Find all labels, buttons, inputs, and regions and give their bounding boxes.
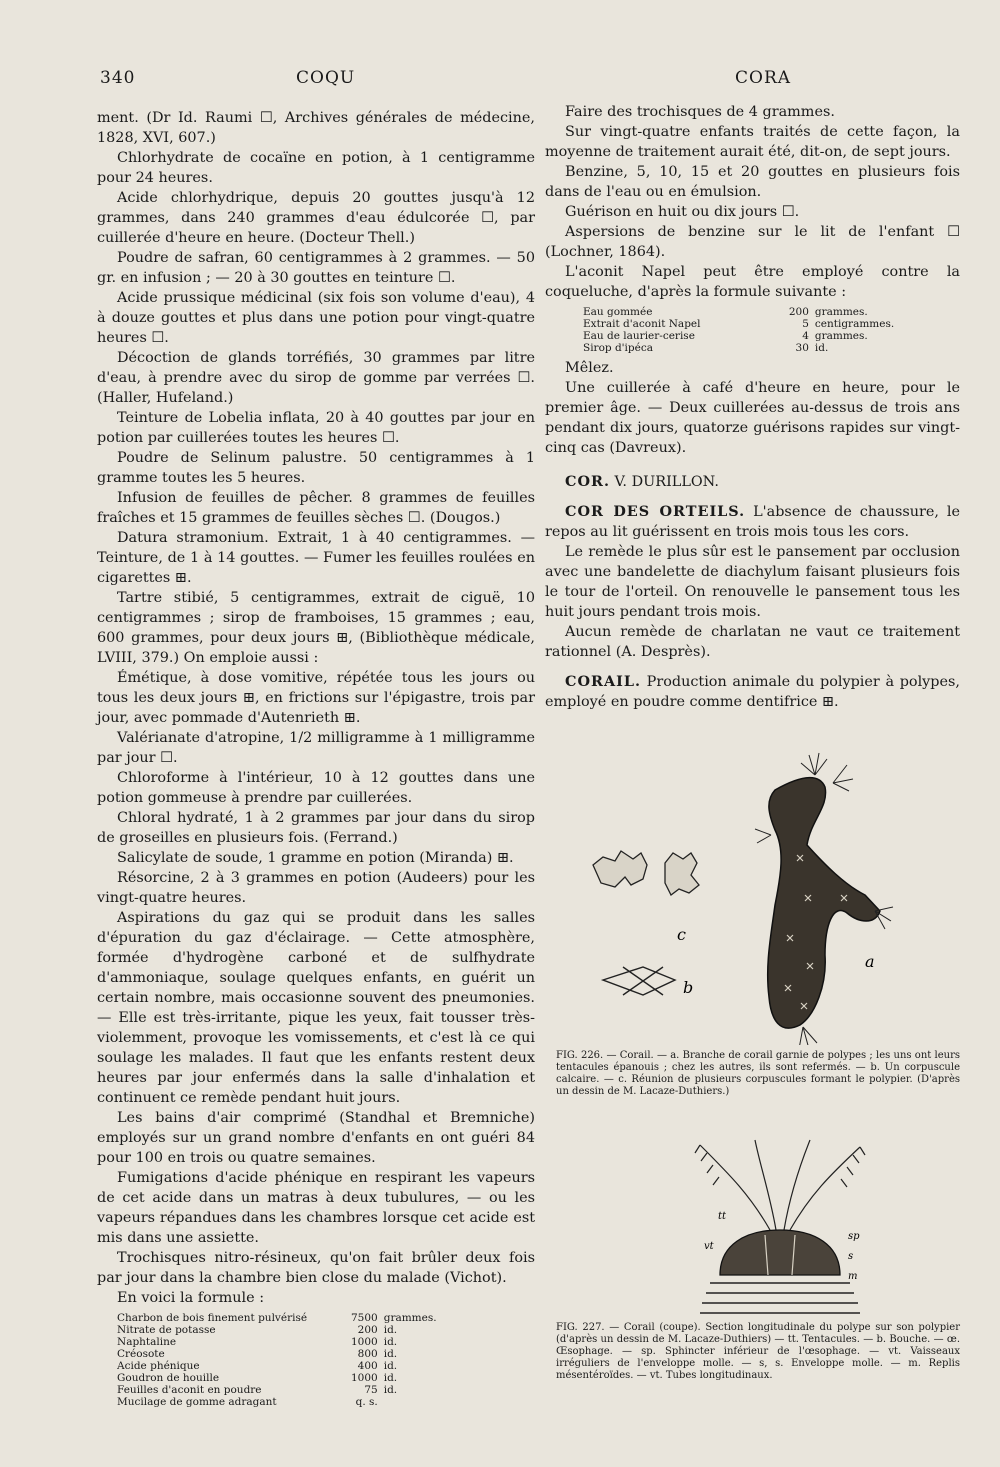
entry-cor-orteils [545, 502, 960, 542]
formula-row [583, 318, 943, 330]
ingredient-name: Créosote [117, 1348, 165, 1360]
paragraph: Benzine, 5, 10, 15 et 20 gouttes en plusieurs fois dans de l'eau ou en émulsion. [545, 164, 960, 200]
entry-text: V. DURILLON. [614, 474, 719, 490]
fig-label-c: c [677, 925, 686, 944]
ingredient-quantity: 200 [788, 306, 809, 318]
ingredient-quantity: 800 [357, 1348, 378, 1360]
ingredient-unit: grammes. [814, 330, 868, 342]
paragraph: Infusion de feuilles de pêcher. 8 grammes de feuilles fraîches et 15 grammes de feuilles sèches ☐. (Dougos.) [97, 490, 535, 526]
ingredient-name: Feuilles d'aconit en poudre [117, 1384, 262, 1396]
paragraph: ment. (Dr Id. Raumi ☐, Archives générales de médecine, 1828, XVI, 607.) [97, 110, 535, 146]
entry-term: CORAIL. [565, 673, 641, 690]
formula-row [117, 1372, 447, 1384]
ingredient-unit: id. [383, 1324, 398, 1336]
paragraph: Acide chlorhydrique, depuis 20 gouttes jusqu'à 12 grammes, dans 240 grammes d'eau édulcorée ☐, par cuillerée d'heure en heure. (Docteur Thell.) [97, 190, 535, 246]
formula-row [117, 1324, 447, 1336]
paragraph: Chlorhydrate de cocaïne en potion, à 1 centigramme pour 24 heures. [97, 150, 535, 186]
paragraph: Décoction de glands torréfiés, 30 grammes par litre d'eau, à prendre avec du sirop de gomme par verrées ☐. (Haller, Hufeland.) [97, 350, 535, 406]
paragraph: Le remède le plus sûr est le pansement par occlusion avec une bandelette de diachylum faisant plusieurs fois le tour de l'orteil. On renouvelle le pansement tous les huit jours pendant trois mois. [545, 544, 960, 620]
figure-226-caption: FIG. 226. — Corail. — a. Branche de corail garnie de polypes ; les uns ont leurs tentacules épanouis ; chez les autres, ils sont refermés. — b. Un corpuscule calcaire. — c. Réunion de plusieurs corpuscules formant le polypier. (D'après un dessin de M. Lacaze-Duthiers.) [556, 1050, 960, 1097]
entry-corail [545, 672, 960, 712]
ingredient-name: Eau de laurier-cerise [583, 330, 695, 342]
fig-label-tt: tt [718, 1211, 727, 1222]
paragraph: Mêlez. [565, 360, 614, 376]
entry-cor [545, 472, 960, 492]
paragraph: Chloral hydraté, 1 à 2 grammes par jour dans du sirop de groseilles en plusieurs fois. (Ferrand.) [97, 810, 535, 846]
left-column [97, 108, 535, 1412]
coral-branch-illustration [755, 753, 893, 1045]
ingredient-unit: id. [383, 1336, 398, 1348]
paragraph: Guérison en huit ou dix jours ☐. [565, 204, 800, 220]
polyp-section-illustration [695, 1140, 865, 1313]
fig-label-sp: sp [848, 1231, 860, 1242]
figure-227-coral-section [660, 1135, 930, 1320]
paragraph: Aucun remède de charlatan ne vaut ce traitement rationnel (A. Desprès). [545, 624, 960, 660]
paragraph: En voici la formule : [117, 1290, 265, 1306]
paragraph: Poudre de safran, 60 centigrammes à 2 grammes. — 50 gr. en infusion ; — 20 à 30 gouttes en teinture ☐. [97, 250, 535, 286]
paragraph: L'aconit Napel peut être employé contre la coqueluche, d'après la formule suivante : [545, 264, 960, 300]
ingredient-quantity: 1000 [350, 1336, 378, 1348]
ingredient-unit [384, 1396, 447, 1408]
entry-term: COR. [565, 473, 610, 490]
ingredient-name: Sirop d'ipéca [583, 342, 653, 354]
ingredient-quantity: 4 [802, 330, 809, 342]
ingredient-name: Eau gommée [583, 306, 653, 318]
polypier-cluster-illustration [593, 851, 699, 895]
formula-row [117, 1348, 447, 1360]
ingredient-quantity: 200 [357, 1324, 378, 1336]
ingredient-name: Goudron de houille [117, 1372, 220, 1384]
paragraph: Aspersions de benzine sur le lit de l'enfant ☐ (Lochner, 1864). [545, 224, 960, 260]
paragraph: Valérianate d'atropine, 1/2 milligramme à 1 milligramme par jour ☐. [97, 730, 535, 766]
formula-row [117, 1336, 447, 1348]
figure-227-caption: FIG. 227. — Corail (coupe). Section longitudinale du polype sur son polypier (d'après un dessin de M. Lacaze-Duthiers) — tt. Tentacules. — b. Bouche. — œ. Œsophage. — sp. Sphincter inférieur de l'œsophage. — vt. Vaisseaux irréguliers de l'enveloppe molle. — s, s. Enveloppe molle. — m. Replis mésentéroïdes. — vt. Tubes longitudinaux. [556, 1322, 960, 1381]
fig-label-vt: vt [704, 1241, 714, 1252]
ingredient-quantity: 30 [795, 342, 809, 354]
fig-label-a: a [865, 952, 875, 971]
paragraph: Sur vingt-quatre enfants traités de cette façon, la moyenne de traitement aurait été, dit-on, de sept jours. [545, 124, 960, 160]
formula-row [117, 1384, 447, 1396]
right-column [545, 102, 960, 712]
paragraph: Une cuillerée à café d'heure en heure, pour le premier âge. — Deux cuillerées au-dessus de trois ans pendant dix jours, quatorze guérisons rapides sur vingt-cinq cas (Davreux). [545, 380, 960, 456]
entry-term: COR DES ORTEILS. [565, 503, 746, 520]
paragraph: Chloroforme à l'intérieur, 10 à 12 gouttes dans une potion gommeuse à prendre par cuillerées. [97, 770, 535, 806]
paragraph: Poudre de Selinum palustre. 50 centigrammes à 1 gramme toutes les 5 heures. [97, 450, 535, 486]
ingredient-quantity: 75 [364, 1384, 378, 1396]
ingredient-quantity: 400 [357, 1360, 378, 1372]
paragraph: Trochisques nitro-résineux, qu'on fait brûler deux fois par jour dans la chambre bien close du malade (Vichot). [97, 1250, 535, 1286]
entry-text: Production animale du polypier à polypes, employé en poudre comme dentifrice ⊞. [545, 674, 960, 710]
paragraph: Fumigations d'acide phénique en respirant les vapeurs de cet acide dans un matras à deux tubulures, — ou les vapeurs répandues dans les chambres lorsque cet acide est mis dans une assiette. [97, 1170, 535, 1246]
paragraph: Datura stramonium. Extrait, 1 à 40 centigrammes. — Teinture, de 1 à 14 gouttes. — Fumer les feuilles roulées en cigarettes ⊞. [97, 530, 535, 586]
paragraph: Les bains d'air comprimé (Standhal et Bremniche) employés sur un grand nombre d'enfants en ont guéri 84 pour 100 en trois ou quatre semaines. [97, 1110, 535, 1166]
ingredient-unit: id. [383, 1348, 398, 1360]
formula-row [583, 330, 943, 342]
ingredient-name: Mucilage de gomme adragant [117, 1396, 277, 1408]
fig-label-m: m [848, 1271, 858, 1282]
ingredient-quantity: 1000 [350, 1372, 378, 1384]
figure-226-coral-branch [575, 735, 945, 1045]
formula-table [117, 1312, 447, 1408]
paragraph: Tartre stibié, 5 centigrammes, extrait de ciguë, 10 centigrammes ; sirop de framboises, 15 grammes ; eau, 600 grammes, pour deux jours ⊞, (Bibliothèque médicale, LVIII, 379.) On emploie aussi : [97, 590, 535, 666]
ingredient-unit: id. [814, 342, 829, 354]
ingredient-name: Nitrate de potasse [117, 1324, 216, 1336]
paragraph: Salicylate de soude, 1 gramme en potion (Miranda) ⊞. [117, 850, 514, 866]
ingredient-name: Acide phénique [117, 1360, 200, 1372]
formula-row [583, 342, 943, 354]
ingredient-name: Charbon de bois finement pulvérisé [117, 1312, 308, 1324]
ingredient-unit: id. [383, 1372, 398, 1384]
paragraph: Acide prussique médicinal (six fois son volume d'eau), 4 à douze gouttes et plus dans une potion pour vingt-quatre heures ☐. [97, 290, 535, 346]
paragraph: Émétique, à dose vomitive, répétée tous les jours ou tous les deux jours ⊞, en frictions sur l'épigastre, trois par jour, avec pommade d'Autenrieth ⊞. [97, 670, 535, 726]
ingredient-unit: grammes. [383, 1312, 437, 1324]
formula-row [583, 306, 943, 318]
formula-row [117, 1312, 447, 1324]
entry-text: L'absence de chaussure, le repos au lit guérissent en trois mois tous les cors. [545, 504, 960, 540]
ingredient-quantity: q. s. [355, 1396, 378, 1408]
left-running-head: COQU [296, 68, 356, 88]
ingredient-name: Extrait d'aconit Napel [583, 318, 701, 330]
calcareous-corpuscle-illustration [603, 967, 675, 995]
paragraph: Aspirations du gaz qui se produit dans les salles d'épuration du gaz d'éclairage. — Cette atmosphère, formée d'hydrogène carboné et de sulfhydrate d'ammoniaque, soulage quelques enfants, en guérit un certain nombre, mais occasionne souvent des pneumonies. — Elle est très-irritante, pique les yeux, fait tousser très-violemment, provoque les vomissements, et c'est là ce qui soulage les malades. Il faut que les enfants restent deux heures par jour enfermés dans la salle d'inhalation et continuent ce remède pendant huit jours. [97, 910, 535, 1106]
fig-label-b: b [683, 978, 694, 997]
ingredient-unit: id. [383, 1384, 398, 1396]
ingredient-quantity: 7500 [350, 1312, 378, 1324]
ingredient-unit: id. [383, 1360, 398, 1372]
formula-table [583, 306, 943, 354]
ingredient-name: Naphtaline [117, 1336, 177, 1348]
ingredient-quantity: 5 [802, 318, 809, 330]
page-number: 340 [100, 68, 136, 88]
formula-row [117, 1360, 447, 1372]
right-running-head: CORA [735, 68, 792, 88]
paragraph: Faire des trochisques de 4 grammes. [565, 104, 835, 120]
ingredient-unit: centigrammes. [814, 318, 895, 330]
fig-label-s: s [848, 1251, 854, 1262]
paragraph: Teinture de Lobelia inflata, 20 à 40 gouttes par jour en potion par cuillerées toutes les heures ☐. [97, 410, 535, 446]
paragraph: Résorcine, 2 à 3 grammes en potion (Audeers) pour les vingt-quatre heures. [97, 870, 535, 906]
formula-row [117, 1396, 447, 1408]
ingredient-unit: grammes. [814, 306, 868, 318]
